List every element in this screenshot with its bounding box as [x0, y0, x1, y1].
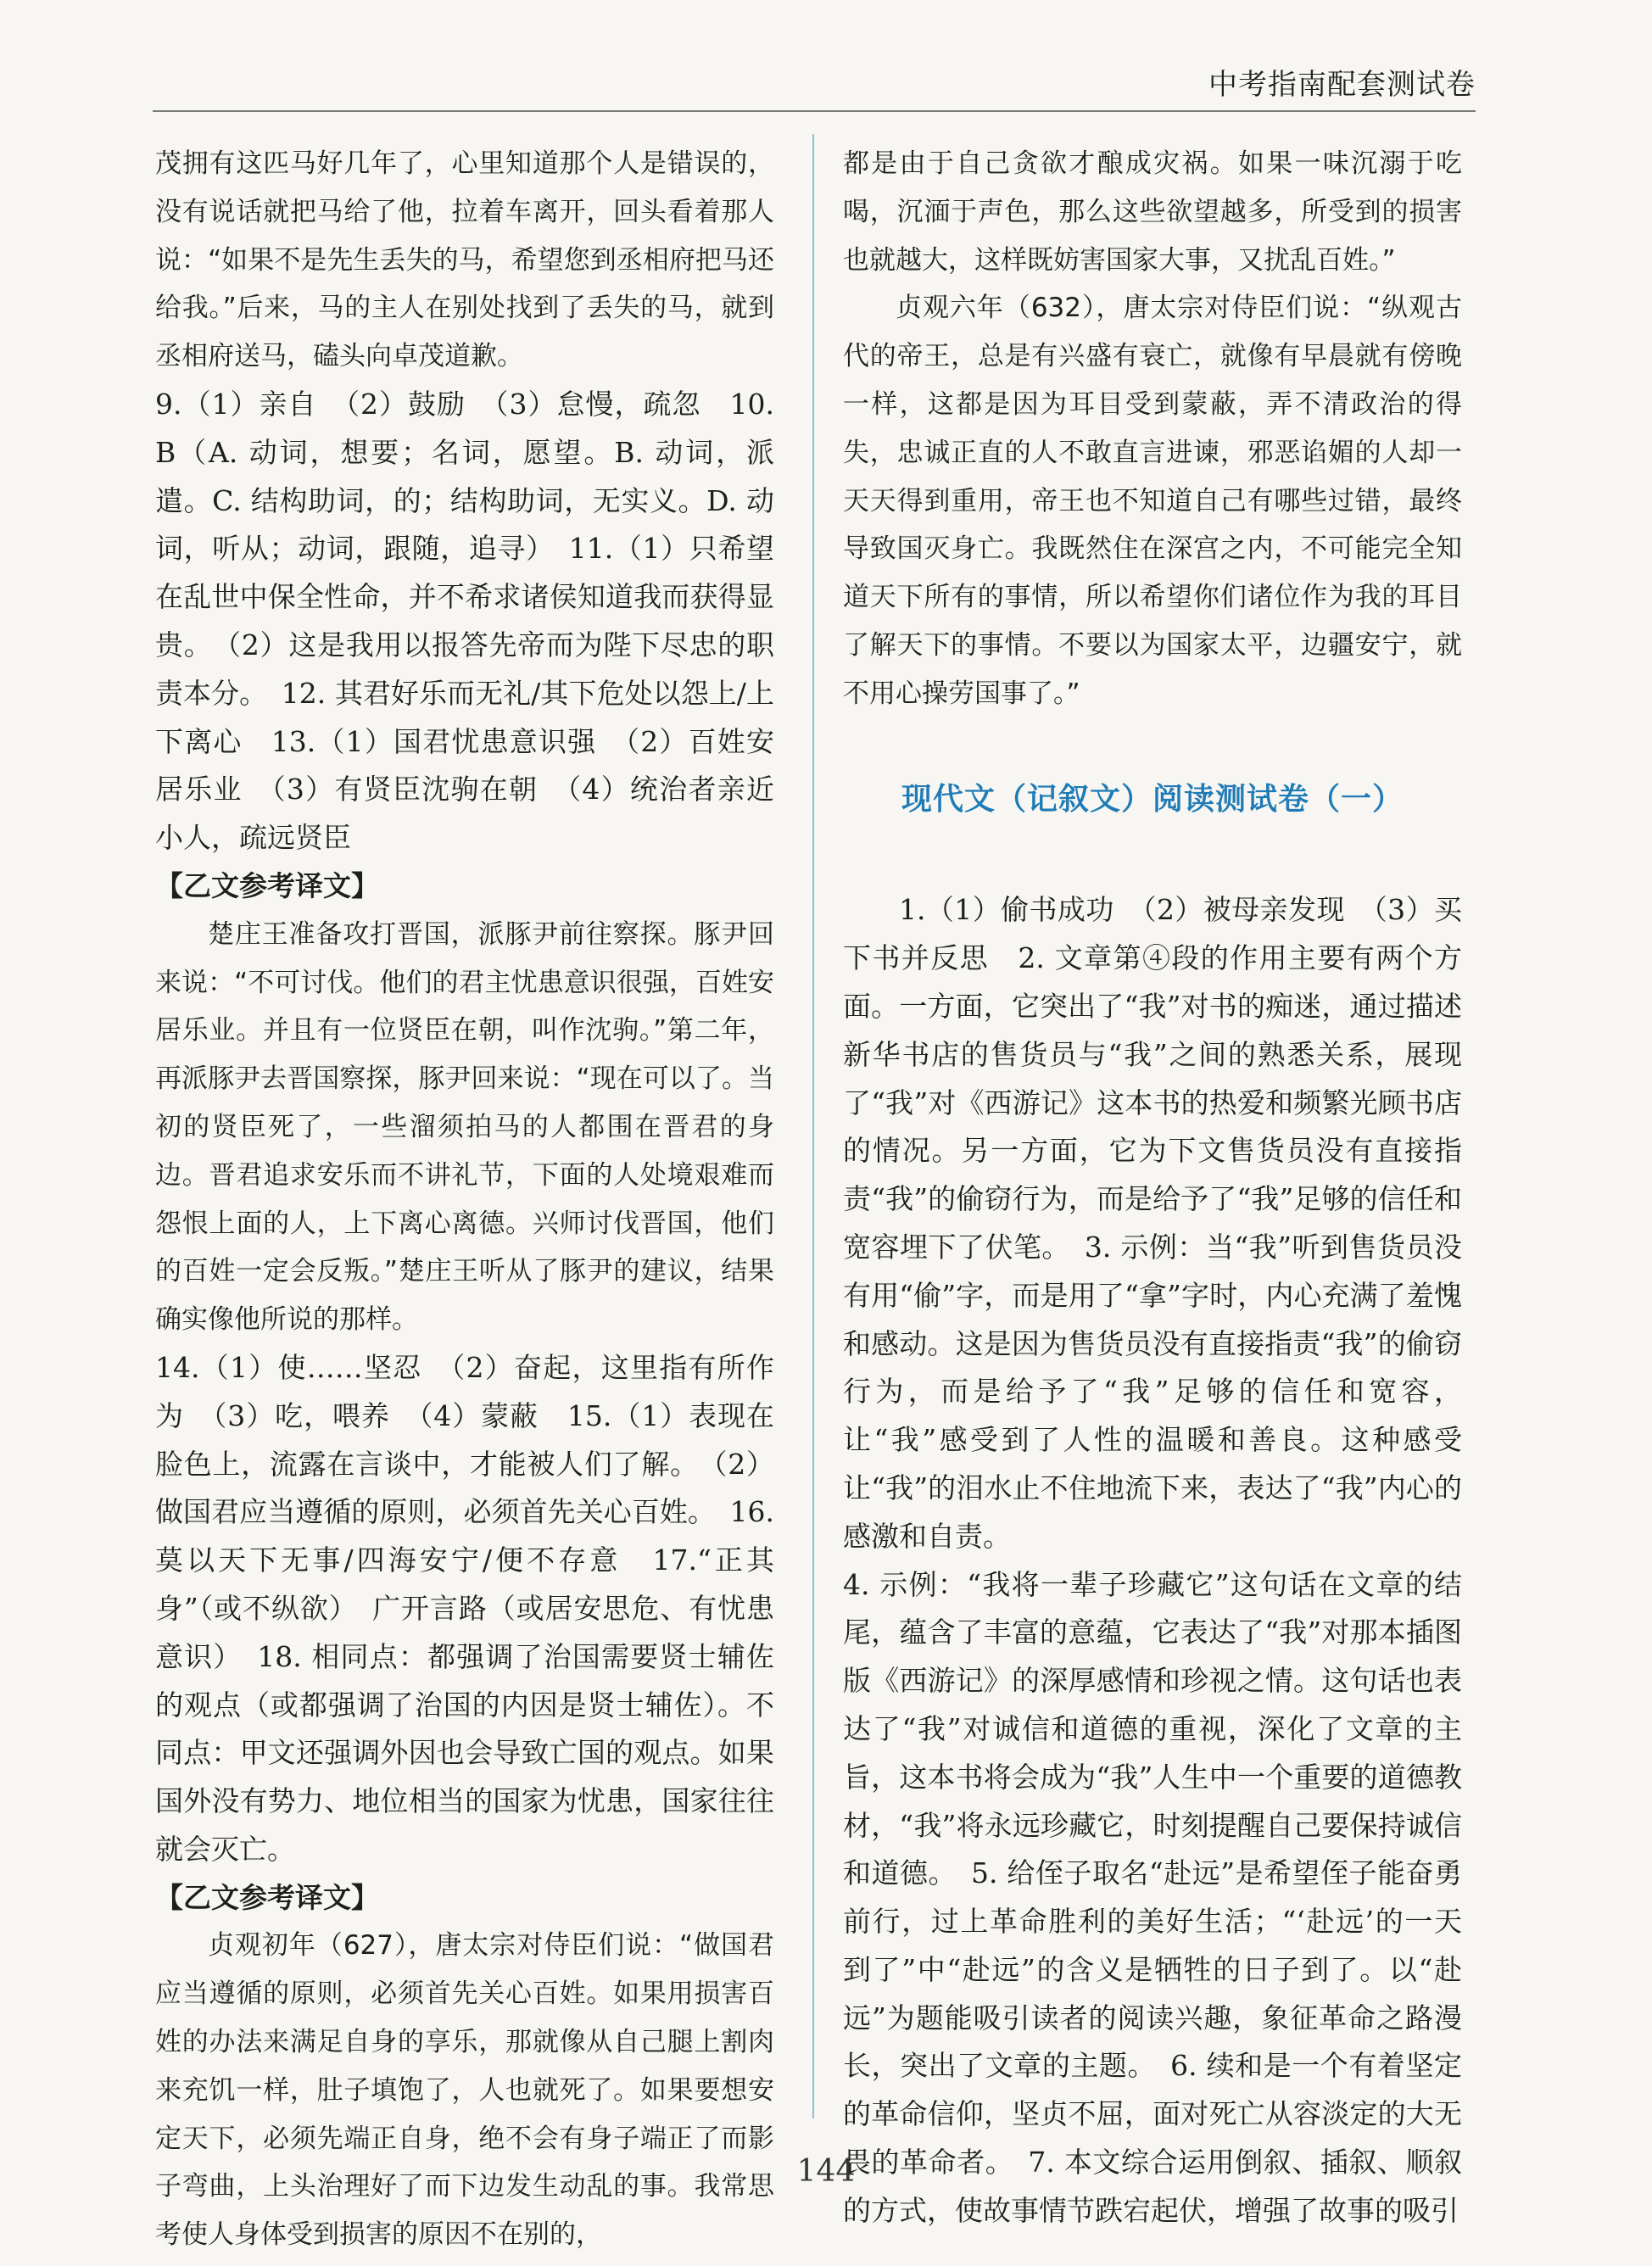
- left-column: [155, 140, 774, 2259]
- answer-block: 9.（1）亲自 （2）鼓励 （3）怠慢，疏忽 10. B（A. 动词，想要；名词，愿望。B. 动词，派遣。C. 结构助词，的；结构助词，无实义。D. 动词，听从；动词，跟随，追寻） 11.（1）只希望在乱世中保全性命，并不希求诸侯知道我而获得显贵。 （2）这是我用以报答先帝而为陛下尽忠的职责本分。 12. 其君好乐而无礼/其下危处以怨上/上下离心 13.（1）国君忧患意识强 （2）百姓安居乐业 （3）有贤臣沈驹在朝 （4）统治者亲近小人，疏远贤臣: [155, 387, 774, 855]
- section-title: 现代文（记叙文）阅读测试卷（一）: [901, 781, 1404, 817]
- page-number: 144: [796, 2154, 856, 2189]
- section-label: 【乙文参考译文】: [155, 1880, 379, 1914]
- section-label: 【乙文参考译文】: [155, 868, 379, 902]
- answer-block: 1.（1）偷书成功 （2）被母亲发现 （3）买下书并反思 2. 文章第④段的作用主要有两个方面。一方面，它突出了“我”对书的痴迷，通过描述新华书店的售货员与“我”之间的熟悉关系，展现了“我”对《西游记》这本书的热爱和频繁光顾书店的情况。另一方面，它为下文售货员没有直接指责“我”的偷窃行为，而是给予了“我”足够的信任和宽容埋下了伏笔。 3. 示例：当“我”听到售货员没有用“偷”字，而是用了“拿”字时，内心充满了羞愧和感动。这是因为售货员没有直接指责“我”的偷窃行为，而是给予了“我”足够的信任和宽容，让“我”感受到了人性的温暖和善良。这种感受让“我”的泪水止不住地流下来，表达了“我”内心的感激和自责。: [843, 893, 1462, 1553]
- translation-paragraph: 都是由于自己贪欲才酿成灾祸。如果一味沉溺于吃喝，沉湎于声色，那么这些欲望越多，所受到的损害也就越大，这样既妨害国家大事，又扰乱百姓。”: [843, 148, 1462, 276]
- column-divider: [812, 134, 814, 2118]
- translation-paragraph: 茂拥有这匹马好几年了，心里知道那个人是错误的，没有说话就把马给了他，拉着车离开，回头看着那人说：“如果不是先生丢失的马，希望您到丞相府把马还给我。”后来，马的主人在别处找到了丢失的马，就到丞相府送马，磕头向卓茂道歉。: [155, 148, 774, 372]
- translation-paragraph: 楚庄王准备攻打晋国，派豚尹前往察探。豚尹回来说：“不可讨伐。他们的君主忧患意识很强，百姓安居乐业。并且有一位贤臣在朝，叫作沈驹。”第二年，再派豚尹去晋国察探，豚尹回来说：“现在可以了。当初的贤臣死了，一些溜须拍马的人都围在晋君的身边。晋君追求安乐而不讲礼节，下面的人处境艰难而怨恨上面的人，上下离心离德。兴师讨伐晋国，他们的百姓一定会反叛。”楚庄王听从了豚尹的建议，结果确实像他所说的那样。: [155, 918, 774, 1336]
- answer-block: 4. 示例：“我将一辈子珍藏它”这句话在文章的结尾，蕴含了丰富的意蕴，它表达了“我”对那本插图版《西游记》的深厚感情和珍视之情。这句话也表达了“我”对诚信和道德的重视，深化了文章的主旨，这本书将会成为“我”人生中一个重要的道德教材，“我”将永远珍藏它，时刻提醒自己要保持诚信和道德。 5. 给侄子取名“赴远”是希望侄子能奋勇前行，过上革命胜利的美好生活；“‘赴远’的一天到了”中“赴远”的含义是牺牲的日子到了。以“赴远”为题能吸引读者的阅读兴趣，象征革命之路漫长，突出了文章的主题。 6. 续和是一个有着坚定的革命信仰，坚贞不屈，面对死亡从容淡定的大无畏的革命者。 7. 本文综合运用倒叙、插叙、顺叙的方式，使故事情节跌宕起伏，增强了故事的吸引: [843, 1567, 1462, 2227]
- running-header: 中考指南配套测试卷: [1208, 68, 1476, 102]
- right-column: [843, 140, 1462, 2235]
- translation-paragraph: 贞观初年（627），唐太宗对侍臣们说：“做国君应当遵循的原则，必须首先关心百姓。如果用损害百姓的办法来满足自身的享乐，那就像从自己腿上割肉来充饥一样，肚子填饱了，人也就死了。如果要想安定天下，必须先端正自身，绝不会有身子端正了而影子弯曲，上头治理好了而下边发生动乱的事。我常思考使人身体受到损害的原因不在别的，: [155, 1930, 774, 2251]
- answer-block: 14.（1）使……坚忍 （2）奋起，这里指有所作为 （3）吃，喂养 （4）蒙蔽 15.（1）表现在脸色上，流露在言谈中，才能被人们了解。 （2）做国君应当遵循的原则，必须首先关心百姓。 16. 莫以天下无事/四海安宁/便不存意 17.“正其身”（或不纵欲） 广开言路（或居安思危、有忧患意识） 18. 相同点：都强调了治国需要贤士辅佐的观点（或都强调了治国的内因是贤士辅佐）。不同点：甲文还强调外因也会导致亡国的观点。如果国外没有势力、地位相当的国家为忧患，国家往往就会灭亡。: [155, 1350, 774, 1866]
- header-divider: [153, 110, 1476, 112]
- translation-paragraph: 贞观六年（632），唐太宗对侍臣们说：“纵观古代的帝王，总是有兴盛有衰亡，就像有早晨就有傍晚一样，这都是因为耳目受到蒙蔽，弄不清政治的得失，忠诚正直的人不敢直言进谏，邪恶谄媚的人却一天天得到重用，帝王也不知道自己有哪些过错，最终导致国灭身亡。我既然住在深宫之内，不可能完全知道天下所有的事情，所以希望你们诸位作为我的耳目了解天下的事情。不要以为国家太平，边疆安宁，就不用心操劳国事了。”: [843, 293, 1462, 709]
